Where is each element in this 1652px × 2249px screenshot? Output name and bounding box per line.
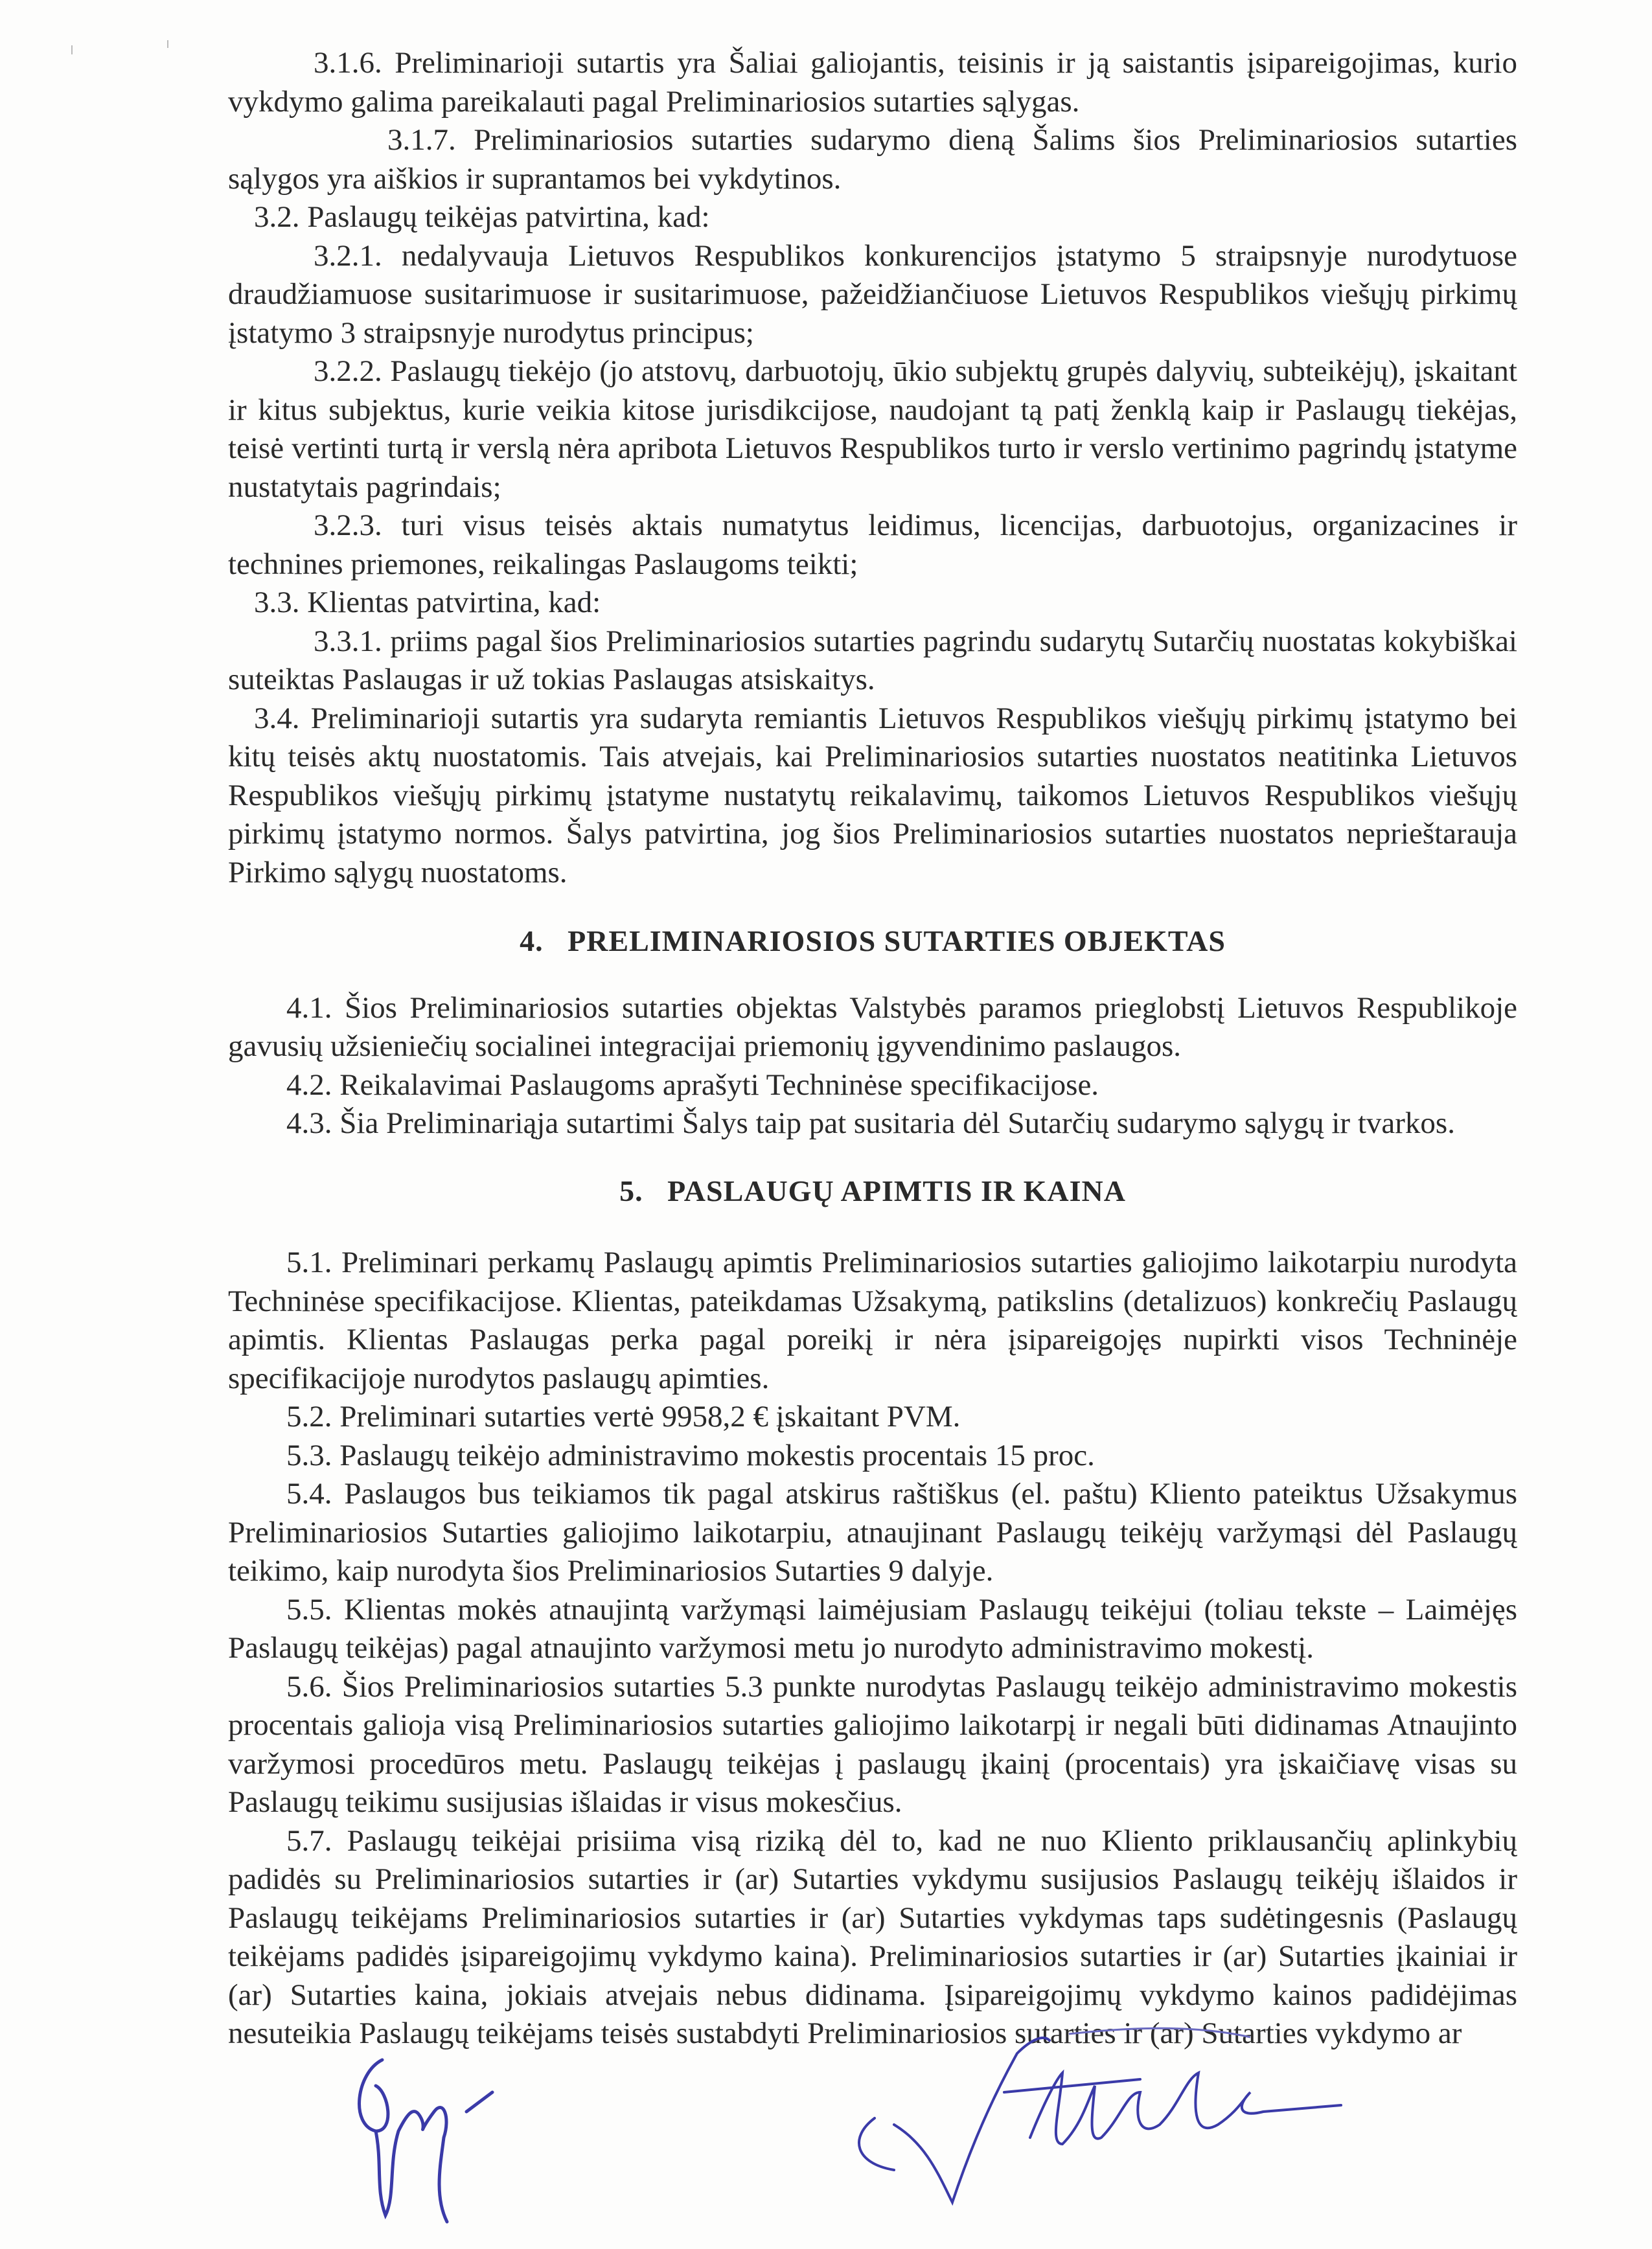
signature-left <box>337 2034 505 2228</box>
clause-5-7: 5.7. Paslaugų teikėjai prisiima visą riziką dėl to, kad ne nuo Kliento priklausančių aplinkybių padidės su Preliminariosios sutarties ir (ar) Sutarties vykdymu susijusios Paslaugų teikėjų išlaidos ir Paslaugų teikėjams Preliminariosios sutarties ir (ar) Sutarties vykdymas taps sudėtingesnis (Paslaugų teikėjams padidės įsipareigojimų vykdymo kaina). Preliminariosios sutarties ir (ar) Sutarties įkainiai ir (ar) Sutarties kaina, jokiais atvejais nebus didinama. Įsipareigojimų vykdymo kainos padidėjimas nesuteikia Paslaugų teikėjams teisės sustabdyti Preliminariosios sutarties ir (ar) Sutarties vykdymo ar <box>228 1823 1517 2050</box>
clause-3-3-1: 3.3.1. priims pagal šios Preliminariosios sutarties pagrindu sudarytų Sutarčių nuostatas kokybiškai suteiktas Paslaugas ir už tokias Paslaugas atsiskaitys. <box>228 624 1517 696</box>
scan-mark <box>167 40 168 48</box>
clause-3-2-2: 3.2.2. Paslaugų tiekėjo (jo atstovų, darbuotojų, ūkio subjektų grupės dalyvių, subteikėjų), įskaitant ir kitus subjektus, kurie veikia kitose jurisdikcijose, naudojant tą patį ženklą kaip ir Paslaugų tiekėjas, teisė vertinti turtą ir verslą nėra apribota Lietuvos Respublikos turto ir verslo vertinimo pagrindų įstatyme nustatytais pagrindais; <box>228 354 1517 504</box>
section-5-heading: 5. PASLAUGŲ APIMTIS IR KAINA <box>619 1174 1126 1207</box>
document-page <box>228 44 1517 2053</box>
clause-5-5: 5.5. Klientas mokės atnaujintą varžymąsi laimėjusiam Paslaugų teikėjui (toliau tekste – Laimėjęs Paslaugų teikėjas) pagal atnaujinto varžymosi metu jo nurodyto administravimo mokestį. <box>228 1592 1517 1665</box>
clause-4-2: 4.2. Reikalavimai Paslaugoms aprašyti Techninėse specifikacijose. <box>286 1067 1099 1102</box>
scan-mark <box>71 45 73 54</box>
clause-4-3: 4.3. Šia Preliminariąja sutartimi Šalys taip pat susitaria dėl Sutarčių sudarymo sąlygų ir tvarkos. <box>286 1106 1455 1140</box>
clause-5-2: 5.2. Preliminari sutarties vertė 9958,2 € įskaitant PVM. <box>286 1400 961 1433</box>
clause-3-3: 3.3. Klientas patvirtina, kad: <box>254 586 601 619</box>
clause-5-4: 5.4. Paslaugos bus teikiamos tik pagal atskirus raštiškus (el. paštu) Kliento pateiktus Užsakymus Preliminariosios Sutarties galiojimo laikotarpiu, atnaujinant Paslaugų teikėjų varžymąsi dėl Paslaugų teikimo, kaip nurodyta šios Preliminariosios Sutarties 9 dalyje. <box>228 1477 1517 1588</box>
clause-4-1: 4.1. Šios Preliminariosios sutarties objektas Valstybės paramos prieglobstį Lietuvos Respublikoje gavusių užsieniečių socialinei integracijai priemonių įgyvendinimo paslaugos. <box>228 990 1517 1063</box>
clause-3-2: 3.2. Paslaugų teikėjas patvirtina, kad: <box>254 200 710 234</box>
clause-3-2-3: 3.2.3. turi visus teisės aktais numatytus leidimus, licencijas, darbuotojus, organizacines ir technines priemones, reikalingas Paslaugoms teikti; <box>228 508 1517 581</box>
clause-3-2-1: 3.2.1. nedalyvauja Lietuvos Respublikos konkurencijos įstatymo 5 straipsnyje nurodytuose draudžiamuose susitarimuose ir susitarimuose, pažeidžiančiuose Lietuvos Respublikos viešųjų pirkimų įstatymo 3 straipsnyje nurodytus principus; <box>228 238 1517 350</box>
signature-right <box>836 2015 1367 2209</box>
clause-5-1: 5.1. Preliminari perkamų Paslaugų apimtis Preliminariosios sutarties galiojimo laikotarpiu nurodyta Techninėse specifikacijose. Klientas, pateikdamas Užsakymą, patikslins (detalizuos) konkrečių Paslaugų apimtis. Klientas Paslaugas perka pagal poreikį ir nėra įsipareigojęs nupirkti visos Techninėje specifikacijoje nurodytos paslaugų apimties. <box>228 1246 1517 1395</box>
clause-3-1-6: 3.1.6. Preliminarioji sutartis yra Šaliai galiojantis, teisinis ir ją saistantis įsipareigojimas, kurio vykdymo galima pareikalauti pagal Preliminariosios sutarties sąlygas. <box>228 46 1517 119</box>
clause-3-4: 3.4. Preliminarioji sutartis yra sudaryta remiantis Lietuvos Respublikos viešųjų pirkimų įstatymo bei kitų teisės aktų nuostatomis. Tais atvejais, kai Preliminariosios sutarties nuostatos neatitinka Lietuvos Respublikos viešųjų pirkimų įstatyme nustatytų reikalavimų, taikomos Lietuvos Respublikos viešųjų pirkimų įstatymo normos. Šalys patvirtina, jog šios Preliminariosios sutarties nuostatos neprieštarauja Pirkimo sąlygų nuostatoms. <box>228 701 1517 889</box>
section-4-heading: 4. PRELIMINARIOSIOS SUTARTIES OBJEKTAS <box>520 924 1226 957</box>
clause-3-1-7: 3.1.7. Preliminariosios sutarties sudarymo dieną Šalims šios Preliminariosios sutarties sąlygos yra aiškios ir suprantamos bei vykdytinos. <box>228 123 1517 196</box>
clause-5-6: 5.6. Šios Preliminariosios sutarties 5.3 punkte nurodytas Paslaugų teikėjo administravimo mokestis procentais galioja visą Preliminariosios sutarties galiojimo laikotarpį ir negali būti didinamas Atnaujinto varžymosi procedūros metu. Paslaugų teikėjas į paslaugų įkainį (procentais) yra įskaičiavę visas su Paslaugų teikimu susijusias išlaidas ir visus mokesčius. <box>228 1669 1517 1819</box>
clause-5-3: 5.3. Paslaugų teikėjo administravimo mokestis procentais 15 proc. <box>286 1438 1095 1472</box>
